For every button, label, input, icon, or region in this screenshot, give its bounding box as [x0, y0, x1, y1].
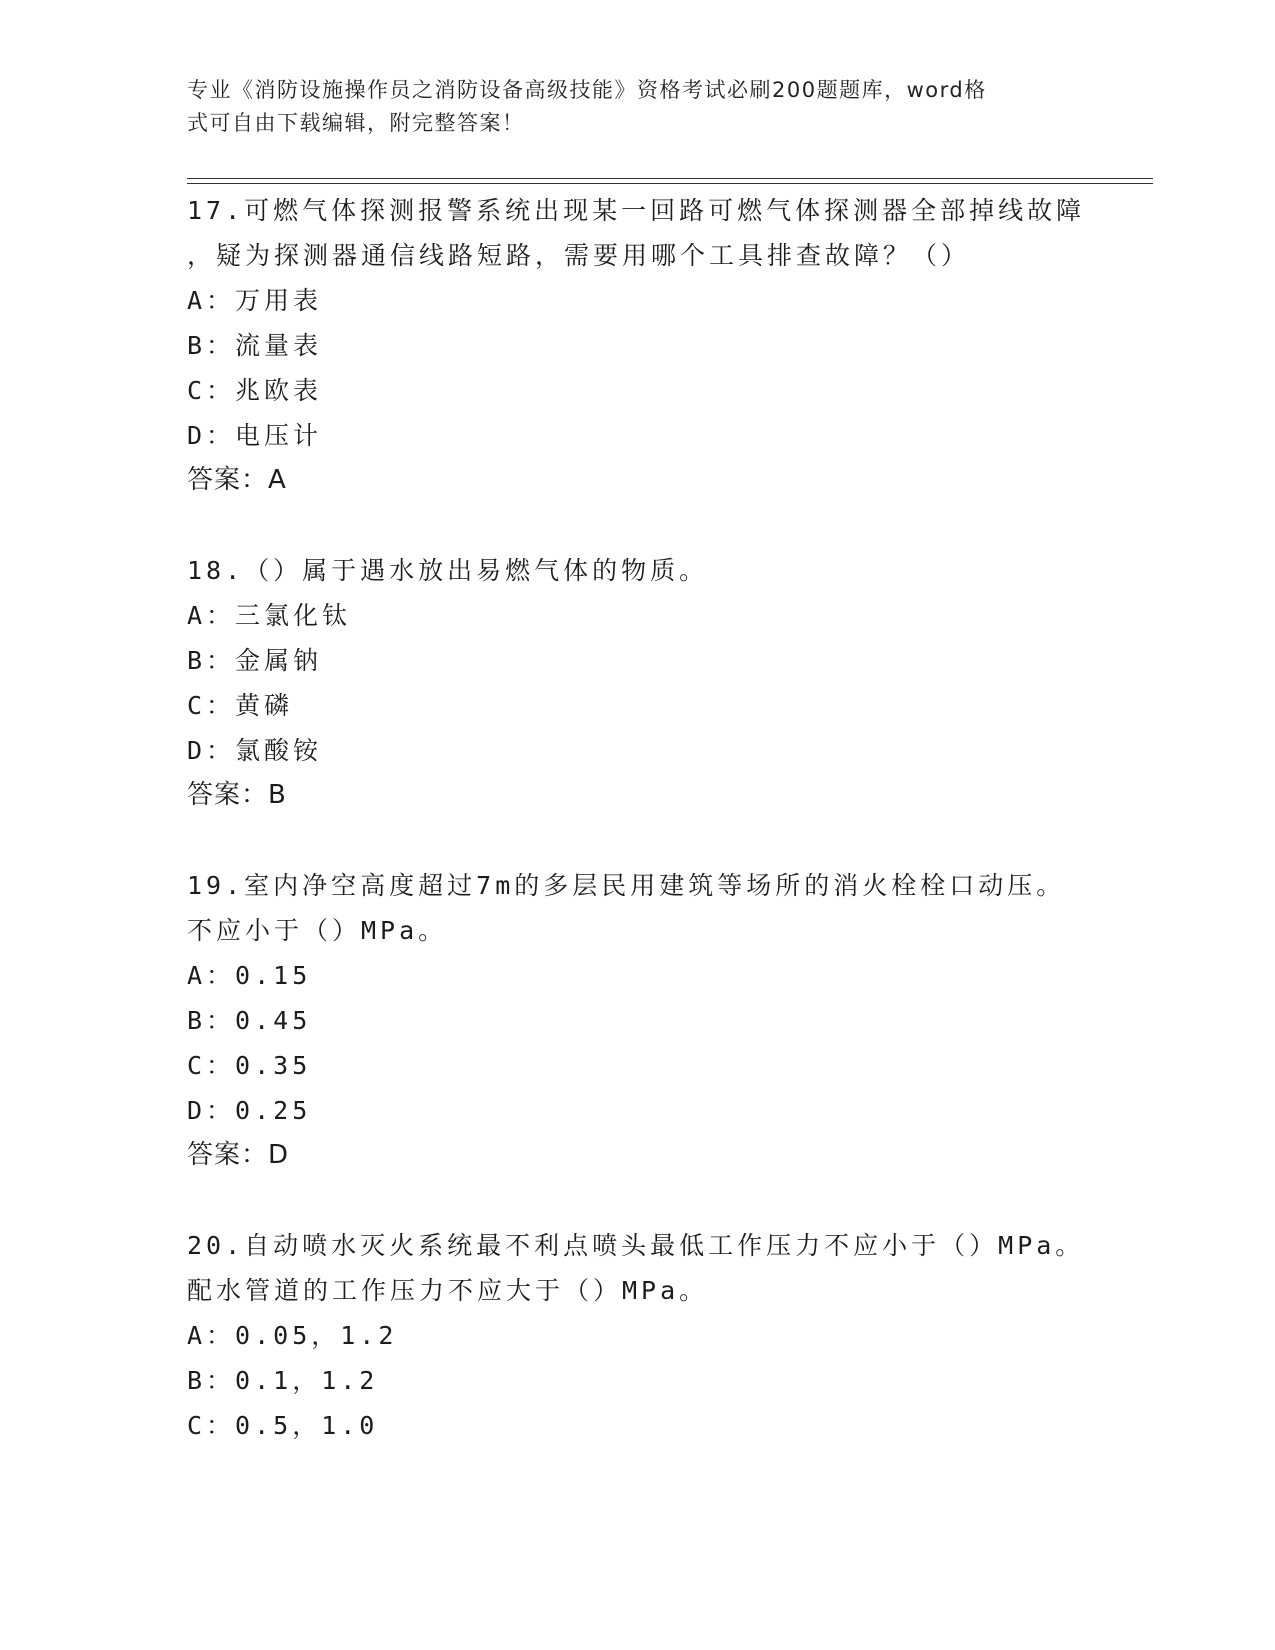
option-a: A：0.15: [187, 961, 312, 990]
answer: 答案：B: [187, 780, 287, 810]
option-a: A：0.05，1.2: [187, 1321, 398, 1350]
option-a: A：万用表: [187, 286, 323, 315]
option-b: B：0.45: [187, 1006, 312, 1035]
question-stem-line: 17.可燃气体探测报警系统出现某一回路可燃气体探测器全部掉线故障: [187, 196, 1086, 225]
option-b: B：金属钠: [187, 646, 323, 675]
question-stem-line: 不应小于（）MPa。: [187, 916, 448, 945]
header-divider-top: [187, 178, 1153, 179]
option-c: C：0.35: [187, 1051, 312, 1080]
question-stem: [187, 188, 1087, 278]
header-divider-bottom: [187, 183, 1153, 184]
question-18: [187, 548, 1087, 818]
question-stem: [187, 1223, 1087, 1313]
question-19: [187, 863, 1087, 1178]
question-stem: [187, 548, 1087, 593]
document-header: [187, 74, 1087, 140]
header-line-1: 专业《消防设施操作员之消防设备高级技能》资格考试必刷200题题库，word格: [187, 78, 987, 102]
option-c: C：兆欧表: [187, 376, 323, 405]
question-stem-line: ，疑为探测器通信线路短路，需要用哪个工具排查故障？（）: [187, 241, 971, 270]
answer: 答案：D: [187, 1140, 290, 1170]
answer: 答案：A: [187, 465, 287, 495]
question-list: [187, 188, 1087, 1493]
option-d: D：0.25: [187, 1096, 312, 1125]
option-b: B：0.1，1.2: [187, 1366, 379, 1395]
question-stem-line: 20.自动喷水灭火系统最不利点喷头最低工作压力不应小于（）MPa。: [187, 1231, 1085, 1260]
option-a: A：三氯化钛: [187, 601, 352, 630]
question-17: [187, 188, 1087, 503]
option-c: C：0.5，1.0: [187, 1411, 379, 1440]
question-stem-line: 19.室内净空高度超过7m的多层民用建筑等场所的消火栓栓口动压。: [187, 871, 1066, 900]
header-line-2: 式可自由下载编辑，附完整答案！: [187, 111, 525, 135]
option-d: D：电压计: [187, 421, 323, 450]
question-stem-line: 配水管道的工作压力不应大于（）MPa。: [187, 1276, 709, 1305]
option-d: D：氯酸铵: [187, 736, 323, 765]
question-stem-line: 18.（）属于遇水放出易燃气体的物质。: [187, 556, 709, 585]
question-stem: [187, 863, 1087, 953]
option-c: C：黄磷: [187, 691, 294, 720]
question-20: [187, 1223, 1087, 1448]
option-b: B：流量表: [187, 331, 323, 360]
